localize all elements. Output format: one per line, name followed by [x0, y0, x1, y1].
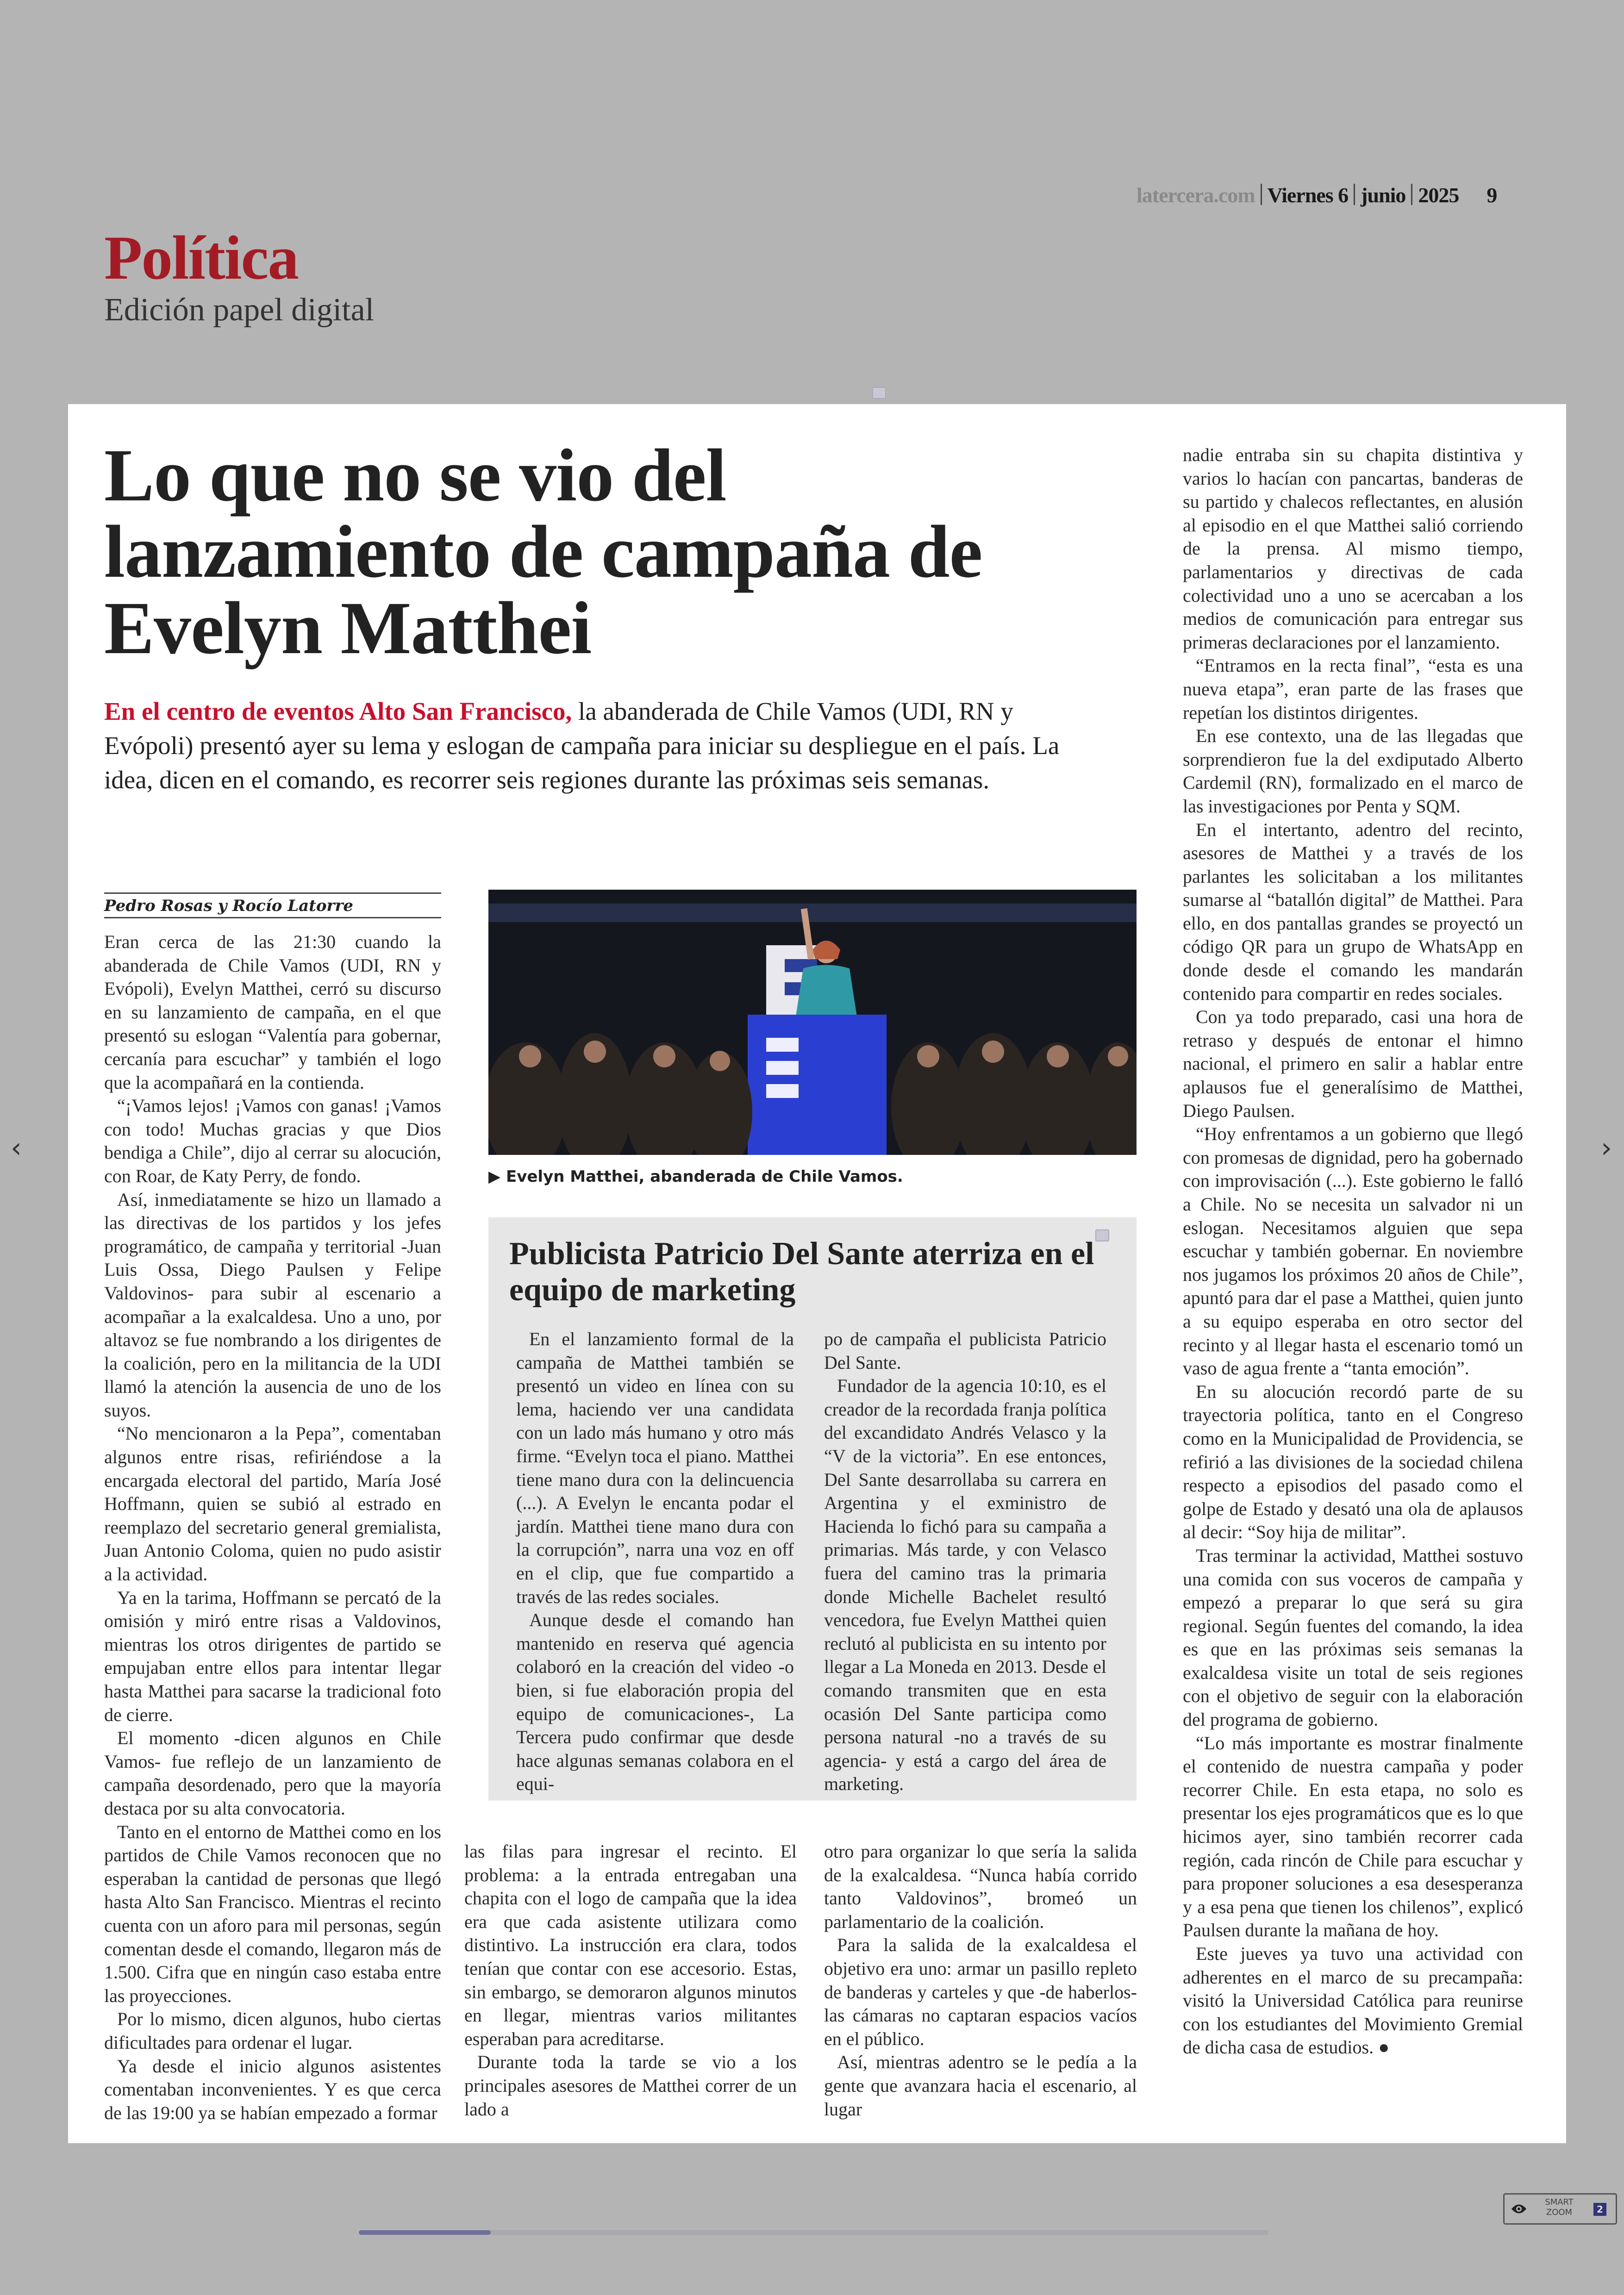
paragraph: Con ya todo preparado, casi una hora de retraso y después de entonar el himno nacional, el primero en salir a hablar entre aplausos fue el generalísimo de Matthei, Diego Paulsen. — [1183, 1006, 1523, 1121]
paragraph: En el intertanto, adentro del recinto, asesores de Matthei y a través de los parlantes les solicitaban a los militantes sumarse al “batallón digital” de Matthei. Para ello, en dos pantallas grandes se proyectó un código QR para un grupo de WhatsApp en donde desde el comando les mandarán contenido para compartir en redes sociales. — [1183, 819, 1523, 1004]
paragraph: “Hoy enfrentamos a un gobierno que llegó con promesas de dignidad, pero ha gobernado con improvisación (...). Este gobierno le falló a Chile. No se necesita un salvador ni un eslogan. Necesitamos alguien que sepa escuchar y también gobernar. En noviembre nos jugamos los próximos 20 años de Chile”, apuntó para dar el pase a Matthei, quien junto a su equipo esperaba en otro sector del recinto y al llegar hasta el escenario tomó un vaso de agua frente a “tanta emoción”. — [1183, 1123, 1523, 1379]
paragraph: En su alocución recordó parte de su trayectoria política, tanto en el Congreso como en la Municipalidad de Providencia, se refirió a las divisiones de la sociedad chilena respecto a episodios del pasado como el golpe de Estado y desató una ola de aplausos al decir: “Soy hija de militar”. — [1183, 1381, 1523, 1543]
caption-text: Evelyn Matthei, abanderada de Chile Vamos. — [506, 1167, 903, 1186]
page-progress-bar[interactable] — [359, 2230, 1268, 2235]
chevron-left-icon[interactable]: ‹ — [11, 1132, 22, 1164]
sidebar-title: Publicista Patricio Del Sante aterriza en el equipo de marketing — [509, 1236, 1094, 1308]
paragraph: “No mencionaron a la Pepa”, comentaban algunos entre risas, refiriéndose a la encargada electoral del partido, María José Hoffmann, quien se subió al estrado en reemplazo del secretario general gremialista, Juan Antonio Coloma, quien no pudo asistir a la actividad. — [104, 1423, 441, 1585]
caption-arrow-icon: ▶ — [488, 1167, 506, 1186]
paragraph: Durante toda la tarde se vio a los principales asesores de Matthei correr de un lado a — [464, 2052, 797, 2120]
paragraph: Ya en la tarima, Hoffmann se percató de la omisión y miró entre risas a Valdovinos, mientras los otros dirigentes de partido se empujaban entre ellos para intentar llegar hasta Matthei para sacarse la tradicional foto de cierre. — [104, 1587, 441, 1725]
sidebar-column-1 — [516, 1328, 794, 1796]
edition-subtitle: Edición papel digital — [104, 292, 375, 328]
photo-caption — [488, 1167, 903, 1186]
progress-fill — [359, 2230, 491, 2235]
byline: Pedro Rosas y Rocío Latorre — [104, 892, 441, 918]
paragraph: En el lanzamiento formal de la campaña de Matthei también se presentó un video en línea con su lema, haciendo ver una candidata con un lado más humano y otro más firme. “Evelyn toca el piano. Matthei tiene mano dura con la delincuencia (...). A Evelyn le encanta podar el jardín. Matthei tiene mano dura con la corrupción”, narra una voz en off en el clip, que fue compartido a través de las redes sociales. — [516, 1328, 794, 1607]
paragraph: Ya desde el inicio algunos asistentes comentaban inconvenientes. Y es que cerca de las 19:00 ya se habían empezado a formar — [104, 2055, 441, 2123]
date-year: 2025 — [1418, 183, 1459, 207]
date-day: Viernes 6 — [1267, 183, 1349, 207]
hotspot-icon[interactable] — [872, 387, 886, 399]
paragraph: Aunque desde el comando han mantenido en reserva qué agencia colaboró en la creación del video -o bien, si fue elaboración propia del equipo de comunicaciones-, La Tercera pudo confirmar que desde hace algunas semanas colabora en el equi- — [516, 1609, 794, 1795]
date-month: junio — [1361, 183, 1406, 207]
lead-kicker: En el centro de eventos Alto San Francisco, — [104, 697, 572, 725]
paragraph: nadie entraba sin su chapita distintiva y varios lo hacían con pancartas, banderas de su partido y chalecos reflectantes, en alusión al episodio en el que Matthei salió corriendo de la prensa. Al mismo tiempo, parlamentarios y directivas de cada colectividad uno a uno se acercaban a los medios de comunicación para entregar sus primeras declaraciones por el lanzamiento. — [1183, 444, 1523, 653]
paragraph: po de campaña el publicista Patricio Del Sante. — [824, 1328, 1106, 1373]
paragraph: “¡Vamos lejos! ¡Vamos con ganas! ¡Vamos con todo! Muchas gracias y que Dios bendiga a Chile”, dijo al cerrar su alocución, con Roar, de Katy Perry, de fondo. — [104, 1095, 441, 1186]
paragraph: Así, inmediatamente se hizo un llamado a las directivas de los partidos y los jefes programático, de campaña y territorial -Juan Luis Ossa, Diego Paulsen y Felipe Valdovinos- para subir al escenario a acompañar a la exalcaldesa. Uno a uno, por altavoz se fue nombrando a los dirigentes de la coalición, pero en la militancia de la UDI llamó la atención la ausencia de uno de los suyos. — [104, 1189, 441, 1421]
smart-zoom-label: SMART ZOOM — [1545, 2197, 1574, 2217]
paragraph: Tanto en el entorno de Matthei como en los partidos de Chile Vamos reconocen que no esperaban la cantidad de personas que llegó hasta Alto San Francisco. Mientras el recinto cuenta con un aforo para mil personas, según comentan desde el comando, llegaron más de 1.500. Cifra que en ningún caso estaba entre las proyecciones. — [104, 1821, 441, 2006]
paragraph: Este jueves ya tuvo una actividad con adherentes en el marco de su precampaña: visitó la Universidad Católica para reunirse con los estudiantes del Movimiento Gremial de dicha casa de estudios. ● — [1183, 1943, 1523, 2058]
paragraph: “Lo más importante es mostrar finalmente el contenido de nuestra campaña y poder recorrer Chile. En esta etapa, no solo es presentar los ejes programáticos que es lo que hicimos ayer, sino también recorrer cada región, cada rincón de Chile para escuchar y para proponer soluciones a esa desesperanza y a esa pena que tienen los chilenos”, explicó Paulsen durante la mañana de hoy. — [1183, 1732, 1523, 1941]
photo-illustration — [488, 890, 1137, 1155]
article-column-1 — [104, 930, 441, 2125]
paragraph: Para la salida de la exalcaldesa el objetivo era uno: armar un pasillo repleto de banderas y carteles y que -de haberlos- las cámaras no captaran espacios vacíos en el público. — [824, 1934, 1137, 2049]
paragraph: otro para organizar lo que sería la salida de la exalcaldesa. “Nunca había corrido tanto Valdovinos”, bromeó un parlamentario de la coalición. — [824, 1841, 1137, 1932]
sidebar-column-2 — [824, 1328, 1106, 1796]
smart-zoom-button[interactable] — [1503, 2193, 1617, 2225]
smart-zoom-badge: 2 — [1593, 2203, 1606, 2216]
article-headline: Lo que no se vio del lanzamiento de campaña de Evelyn Matthei — [104, 434, 982, 670]
paragraph: las filas para ingresar el recinto. El problema: a la entrada entregaban una chapita con el logo de campaña que la idea era que cada asistente utilizara como distintivo. La instrucción era clara, todos tenían que contar con ese accesorio. Estas, sin embargo, se demoraron algunos minutos en llegar, mientras varios militantes esperaban para acreditarse. — [464, 1841, 797, 2049]
paragraph: Fundador de la agencia 10:10, es el creador de la recordada franja política del excandidato Andrés Velasco y la “V de la victoria”. En ese entonces, Del Sante desarrollaba su carrera en Argentina y el exministro de Hacienda lo fichó para su campaña a primarias. Más tarde, y con Velasco fuera del camino tras la primaria donde Michelle Bachelet resultó vencedora, fue Evelyn Matthei quien reclutó al publicista en su intento por llegar a La Moneda en 2013. Desde el comando transmiten que en esta ocasión Del Sante participa como persona natural -no a través de su agencia- y está a cargo del área de marketing. — [824, 1375, 1106, 1795]
divider — [1411, 184, 1412, 205]
article-column-2 — [464, 1840, 797, 2121]
chevron-right-icon[interactable]: › — [1601, 1132, 1612, 1164]
paragraph: Eran cerca de las 21:30 cuando la abanderada de Chile Vamos (UDI, RN y Evópoli), Evelyn Matthei, cerró su discurso en su lanzamiento de campaña, en el que presentó su eslogan “Valentía para gobernar, cercanía para escuchar” y también el logo que la acompañará en la contienda. — [104, 931, 441, 1093]
lead-text: la abanderada de Chile Vamos (UDI, RN y Evópoli) presentó ayer su lema y eslogan de campaña para iniciar su despliegue en el país. La idea, dicen en el comando, es recorrer seis regiones durante las próximas seis semanas. — [104, 697, 1060, 794]
article-lead — [104, 694, 1076, 797]
paragraph: El momento -dicen algunos en Chile Vamos- fue reflejo de un lanzamiento de campaña desordenado, pero que la mayoría destaca por su alta convocatoria. — [104, 1727, 441, 1819]
section-title: Política — [104, 224, 298, 293]
site-name: latercera.com — [1137, 183, 1255, 207]
eye-icon — [1511, 2203, 1527, 2215]
paragraph: “Entramos en la recta final”, “esta es una nueva etapa”, eran parte de las frases que repetían los distintos dirigentes. — [1183, 655, 1523, 723]
divider — [1354, 184, 1355, 205]
divider — [1261, 184, 1262, 205]
article-column-4 — [1183, 443, 1523, 2059]
page-number: 9 — [1487, 183, 1497, 207]
dateline — [1137, 183, 1497, 207]
paragraph: Tras terminar la actividad, Matthei sostuvo una comida con sus voceros de campaña y empezó a preparar lo que será su gira regional. Según fuentes del comando, la idea es que en las próximas seis semanas la exalcaldesa visite un total de seis regiones con el objetivo de seguir con la elaboración del programa de gobierno. — [1183, 1545, 1523, 1730]
paragraph: En ese contexto, una de las llegadas que sorprendieron fue la del exdiputado Alberto Cardemil (RN), formalizado en el marco de las investigaciones por Penta y SQM. — [1183, 725, 1523, 817]
paragraph: Así, mientras adentro se le pedía a la gente que avanzara hacia el escenario, al lugar — [824, 2052, 1137, 2120]
article-photo[interactable] — [488, 890, 1137, 1155]
paragraph: Por lo mismo, dicen algunos, hubo ciertas dificultades para ordenar el lugar. — [104, 2008, 441, 2053]
article-column-3 — [824, 1840, 1137, 2121]
